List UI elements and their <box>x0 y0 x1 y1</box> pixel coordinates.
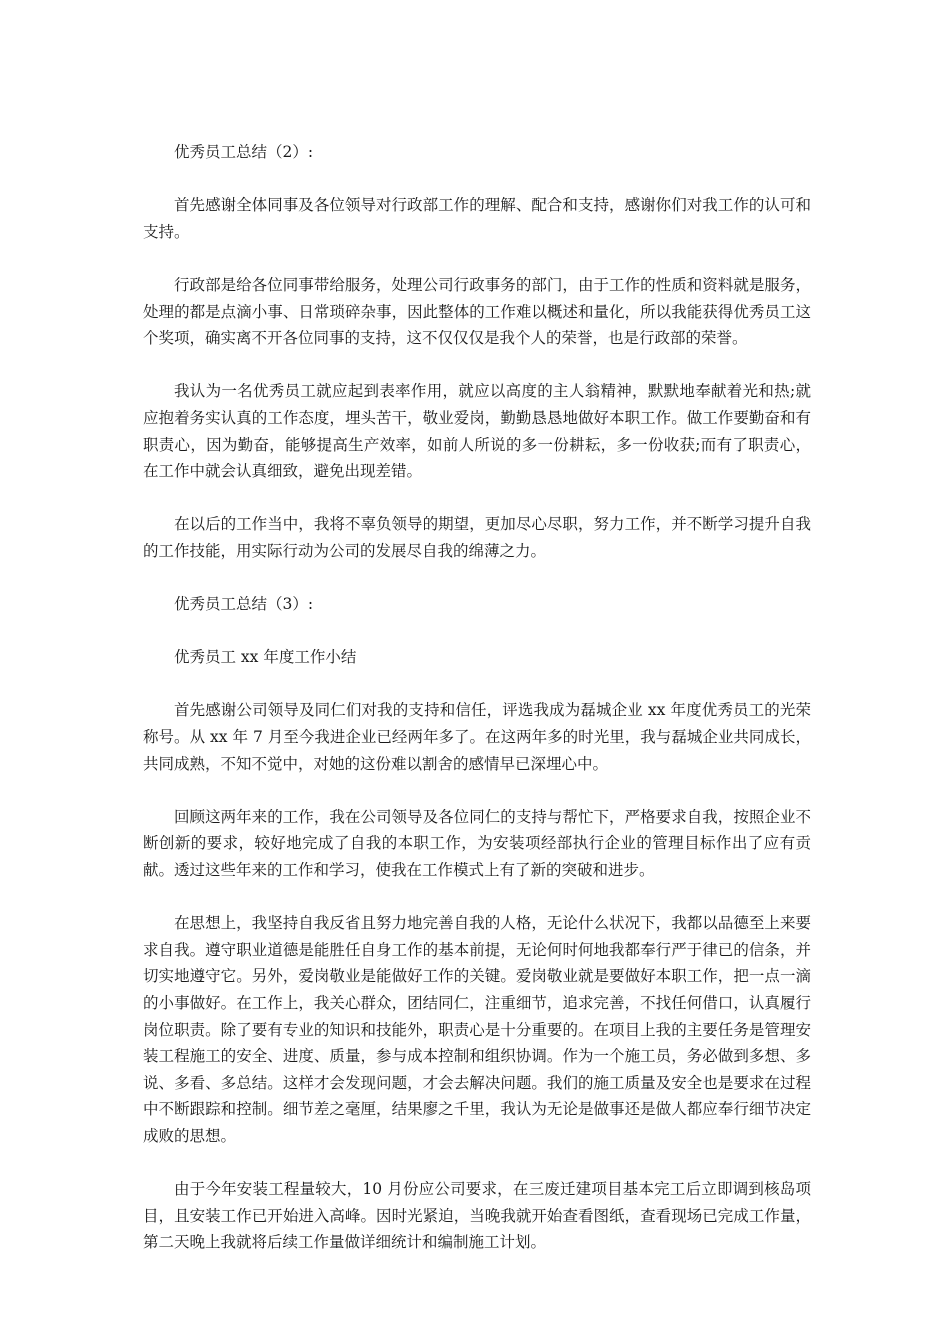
paragraph: 我认为一名优秀员工就应起到表率作用，就应以高度的主人翁精神，默默地奉献着光和热;就应抱着务实认真的工作态度，埋头苦干，敬业爱岗，勤勤恳恳地做好本职工作。做工作要勤奋和有职责心，因为勤奋，能够提高生产效率，如前人所说的多一份耕耘，多一份收获;而有了职责心，在工作中就会认真细致，避免出现差错。 <box>143 382 811 481</box>
document-body <box>143 139 811 1283</box>
section-heading-3: 优秀员工总结（3）: <box>174 595 314 614</box>
paragraph: 首先感谢公司领导及同仁们对我的支持和信任，评选我成为磊城企业 xx 年度优秀员工的光荣称号。从 xx 年 7 月至今我进企业已经两年多了。在这两年多的时光里，我与磊城企业共同成长，共同成熟，不知不觉中，对她的这份难以割舍的感情早已深埋心中。 <box>143 701 811 773</box>
paragraph: 在以后的工作当中，我将不辜负领导的期望，更加尽心尽职，努力工作，并不断学习提升自我的工作技能，用实际行动为公司的发展尽自我的绵薄之力。 <box>143 515 811 560</box>
section-heading-2: 优秀员工总结（2）: <box>174 143 314 161</box>
paragraph: 回顾这两年来的工作，我在公司领导及各位同仁的支持与帮忙下，严格要求自我，按照企业不断创新的要求，较好地完成了自我的本职工作，为安装项经部执行企业的管理目标作出了应有贡献。透过这些年来的工作和学习，使我在工作模式上有了新的突破和进步。 <box>143 807 811 880</box>
paragraph: 由于今年安装工程量较大，10 月份应公司要求，在三废迁建项目基本完工后立即调到核岛项目，且安装工作已开始进入高峰。因时光紧迫，当晚我就开始查看图纸，查看现场已完成工作量，第二天晚上我就将后续工作量做详细统计和编制施工计划。 <box>143 1180 811 1252</box>
paragraph: 行政部是给各位同事带给服务，处理公司行政事务的部门，由于工作的性质和资料就是服务，处理的都是点滴小事、日常琐碎杂事，因此整体的工作难以概述和量化，所以我能获得优秀员工这个奖项，确实离不开各位同事的支持，这不仅仅仅是我个人的荣誉，也是行政部的荣誉。 <box>143 275 811 348</box>
paragraph: 在思想上，我坚持自我反省且努力地完善自我的人格，无论什么状况下，我都以品德至上来要求自我。遵守职业道德是能胜任自身工作的基本前提，无论何时何地我都奉行严于律已的信条，并切实地遵守它。另外，爱岗敬业是能做好工作的关键。爱岗敬业就是要做好本职工作，把一点一滴的小事做好。在工作上，我关心群众，团结同仁，注重细节，追求完善，不找任何借口，认真履行岗位职责。除了要有专业的知识和技能外，职责心是十分重要的。在项目上我的主要任务是管理安装工程施工的安全、进度、质量，参与成本控制和组织协调。作为一个施工员，务必做到多想、多说、多看、多总结。这样才会发现问题，才会去解决问题。我们的施工质量及安全也是要求在过程中不断跟踪和控制。细节差之毫厘，结果廖之千里，我认为无论是做事还是做人都应奉行细节决定成败的思想。 <box>143 914 811 1145</box>
subtitle: 优秀员工 xx 年度工作小结 <box>174 648 357 667</box>
paragraph: 首先感谢全体同事及各位领导对行政部工作的理解、配合和支持，感谢你们对我工作的认可和支持。 <box>143 196 811 241</box>
